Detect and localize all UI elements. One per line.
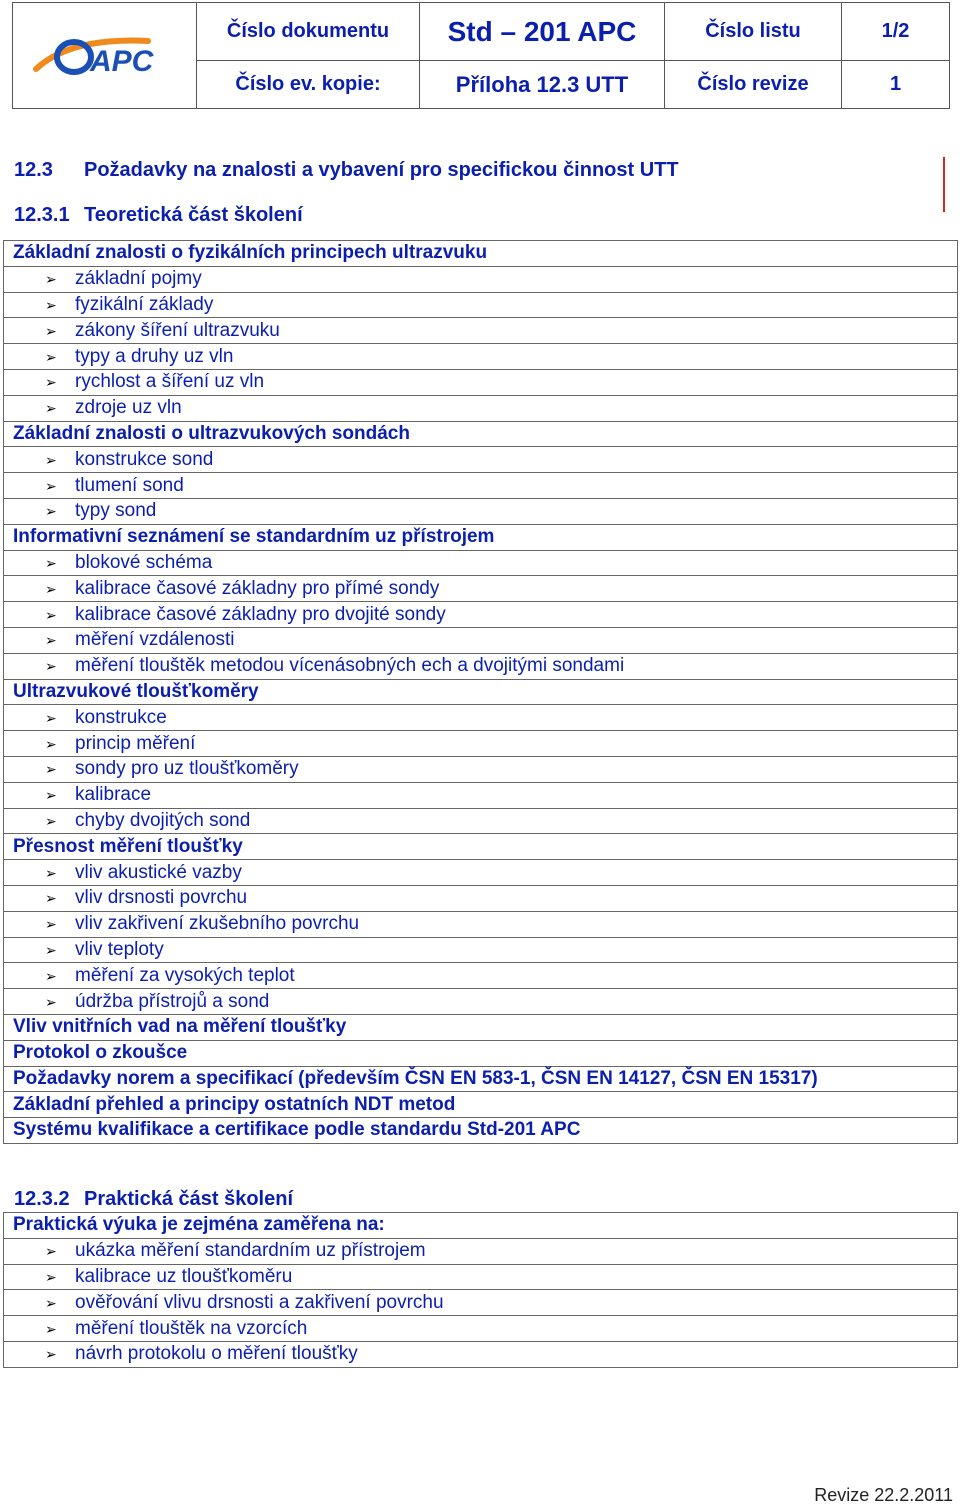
bullet-arrow-icon: ➢ xyxy=(45,890,57,907)
topic-cell xyxy=(4,318,958,344)
topic-cell xyxy=(4,395,958,421)
topic-item-row xyxy=(4,808,958,834)
topic-heading-text: Ultrazvukové tloušťkoměry xyxy=(13,680,259,702)
topic-cell xyxy=(4,782,958,808)
topic-item-text: sondy pro uz tloušťkoměry xyxy=(75,758,299,780)
topic-item-text: chyby dvojitých sond xyxy=(75,809,251,831)
topic-item-text: vliv zakřivení zkušebního povrchu xyxy=(75,913,360,935)
section-title: Požadavky na znalosti a vybavení pro specifickou činnost UTT xyxy=(84,159,679,181)
topic-item-text: konstrukce sond xyxy=(75,448,214,470)
topic-item-text: konstrukce xyxy=(75,706,167,728)
topic-cell xyxy=(4,937,958,963)
topic-item-text: měření vzdálenosti xyxy=(75,629,235,651)
topic-cell xyxy=(4,550,958,576)
topic-heading-row xyxy=(4,1118,958,1144)
topic-item-row xyxy=(4,395,958,421)
revision-marker xyxy=(943,157,945,212)
topic-item-text: princip měření xyxy=(75,732,196,754)
theory-table xyxy=(3,240,958,1144)
topic-cell xyxy=(4,602,958,628)
copy-number-label: Číslo ev. kopie: xyxy=(197,61,420,109)
bullet-arrow-icon: ➢ xyxy=(45,322,57,339)
logo-cell xyxy=(13,3,197,109)
topic-item-row xyxy=(4,1341,958,1367)
topic-item-text: kalibrace xyxy=(75,784,152,806)
bullet-arrow-icon: ➢ xyxy=(45,709,57,726)
bullet-arrow-icon: ➢ xyxy=(45,1320,57,1337)
topic-item-text: základní pojmy xyxy=(75,268,202,290)
topic-item-row xyxy=(4,1238,958,1264)
subsection-number: 12.3.1 xyxy=(14,204,70,226)
topic-item-text: měření za vysokých teplot xyxy=(75,964,295,986)
bullet-arrow-icon: ➢ xyxy=(45,941,57,958)
topic-item-row xyxy=(4,731,958,757)
topic-cell xyxy=(4,1238,958,1264)
topic-cell xyxy=(4,808,958,834)
topic-cell xyxy=(4,1290,958,1316)
topic-item-text: fyzikální základy xyxy=(75,293,214,315)
topic-heading-row xyxy=(4,1213,958,1239)
topic-item-row xyxy=(4,937,958,963)
topic-item-row xyxy=(4,1316,958,1342)
topic-item-text: vliv teploty xyxy=(75,938,164,960)
topic-cell xyxy=(4,834,958,860)
topic-item-row xyxy=(4,705,958,731)
topic-cell xyxy=(4,1066,958,1092)
topic-item-text: vliv drsnosti povrchu xyxy=(75,887,248,909)
topic-item-row xyxy=(4,550,958,576)
topic-item-row xyxy=(4,911,958,937)
bullet-arrow-icon: ➢ xyxy=(45,503,57,520)
topic-item-row xyxy=(4,369,958,395)
topic-heading-row xyxy=(4,421,958,447)
bullet-arrow-icon: ➢ xyxy=(45,348,57,365)
topic-item-row xyxy=(4,576,958,602)
topic-cell xyxy=(4,1014,958,1040)
topic-item-text: údržba přístrojů a sond xyxy=(75,990,270,1012)
topic-item-row xyxy=(4,344,958,370)
bullet-arrow-icon: ➢ xyxy=(45,735,57,752)
bullet-arrow-icon: ➢ xyxy=(45,606,57,623)
doc-number-label: Číslo dokumentu xyxy=(197,3,420,61)
topic-heading-row xyxy=(4,524,958,550)
topic-item-text: vliv akustické vazby xyxy=(75,861,242,883)
topic-heading-text: Základní přehled a principy ostatních NDT metod xyxy=(13,1093,456,1115)
apc-logo xyxy=(30,23,180,83)
bullet-arrow-icon: ➢ xyxy=(45,1268,57,1285)
topic-heading-text: Základní znalosti o ultrazvukových sondách xyxy=(13,422,410,444)
topic-item-row xyxy=(4,1290,958,1316)
topic-item-text: kalibrace časové základny pro dvojité sondy xyxy=(75,603,446,625)
sheet-value: 1/2 xyxy=(842,3,950,61)
bullet-arrow-icon: ➢ xyxy=(45,554,57,571)
topic-cell xyxy=(4,344,958,370)
topic-item-row xyxy=(4,860,958,886)
subsection-theory-heading xyxy=(14,204,303,227)
topic-heading-text: Informativní seznámení se standardním uz přístrojem xyxy=(13,526,495,548)
topic-item-text: ukázka měření standardním uz přístrojem xyxy=(75,1240,426,1262)
topic-item-row xyxy=(4,318,958,344)
topic-cell xyxy=(4,627,958,653)
topic-heading-row xyxy=(4,834,958,860)
topic-heading-row xyxy=(4,1092,958,1118)
bullet-arrow-icon: ➢ xyxy=(45,787,57,804)
topic-item-row xyxy=(4,602,958,628)
topic-cell xyxy=(4,860,958,886)
topic-item-text: měření tlouštěk na vzorcích xyxy=(75,1317,308,1339)
topic-cell xyxy=(4,756,958,782)
topic-cell xyxy=(4,885,958,911)
section-number: 12.3 xyxy=(14,159,53,181)
bullet-arrow-icon: ➢ xyxy=(45,477,57,494)
bullet-arrow-icon: ➢ xyxy=(45,451,57,468)
subsection-title: Teoretická část školení xyxy=(84,204,303,226)
topic-item-text: rychlost a šíření uz vln xyxy=(75,371,265,393)
document-header xyxy=(12,2,950,109)
practice-table xyxy=(3,1212,958,1368)
topic-cell xyxy=(4,473,958,499)
topic-cell xyxy=(4,1341,958,1367)
topic-heading-text: Základní znalosti o fyzikálních principech ultrazvuku xyxy=(13,242,488,264)
bullet-arrow-icon: ➢ xyxy=(45,400,57,417)
topic-cell xyxy=(4,1040,958,1066)
bullet-arrow-icon: ➢ xyxy=(45,632,57,649)
topic-cell xyxy=(4,524,958,550)
topic-item-text: blokové schéma xyxy=(75,551,213,573)
topic-cell xyxy=(4,1264,958,1290)
subsection-number: 12.3.2 xyxy=(14,1188,70,1210)
topic-cell xyxy=(4,653,958,679)
topic-cell xyxy=(4,241,958,267)
logo-text: APC xyxy=(89,45,153,78)
bullet-arrow-icon: ➢ xyxy=(45,1294,57,1311)
topic-item-row xyxy=(4,885,958,911)
topic-cell xyxy=(4,498,958,524)
topic-heading-row xyxy=(4,679,958,705)
revision-value: 1 xyxy=(842,61,950,109)
topic-heading-text: Praktická výuka je zejména zaměřena na: xyxy=(13,1214,385,1236)
topic-heading-text: Systému kvalifikace a certifikace podle standardu Std-201 APC xyxy=(13,1119,581,1141)
topic-heading-row xyxy=(4,1066,958,1092)
topic-cell xyxy=(4,679,958,705)
topic-cell xyxy=(4,292,958,318)
topic-item-text: návrh protokolu o měření tloušťky xyxy=(75,1343,358,1365)
topic-item-text: zákony šíření ultrazvuku xyxy=(75,319,280,341)
topic-cell xyxy=(4,1118,958,1144)
topic-item-row xyxy=(4,266,958,292)
topic-item-text: měření tlouštěk metodou vícenásobných ech a dvojitými sondami xyxy=(75,655,625,677)
topic-item-text: ověřování vlivu drsnosti a zakřivení povrchu xyxy=(75,1291,444,1313)
topic-item-row xyxy=(4,292,958,318)
revision-label: Číslo revize xyxy=(665,61,842,109)
topic-item-row xyxy=(4,782,958,808)
topic-item-text: kalibrace časové základny pro přímé sondy xyxy=(75,577,440,599)
topic-cell xyxy=(4,731,958,757)
topic-cell xyxy=(4,963,958,989)
topic-heading-text: Protokol o zkoušce xyxy=(13,1042,188,1064)
topic-cell xyxy=(4,1092,958,1118)
topic-heading-text: Vliv vnitřních vad na měření tloušťky xyxy=(13,1016,347,1038)
topic-cell xyxy=(4,447,958,473)
topic-item-row xyxy=(4,473,958,499)
topic-cell xyxy=(4,421,958,447)
bullet-arrow-icon: ➢ xyxy=(45,864,57,881)
topic-cell xyxy=(4,989,958,1015)
bullet-arrow-icon: ➢ xyxy=(45,761,57,778)
subsection-practice-heading xyxy=(14,1188,293,1211)
topic-item-row xyxy=(4,756,958,782)
bullet-arrow-icon: ➢ xyxy=(45,812,57,829)
topic-heading-text: Přesnost měření tloušťky xyxy=(13,835,243,857)
topic-item-text: typy a druhy uz vln xyxy=(75,345,234,367)
topic-cell xyxy=(4,266,958,292)
topic-item-row xyxy=(4,627,958,653)
bullet-arrow-icon: ➢ xyxy=(45,993,57,1010)
footer-revision-date: Revize 22.2.2011 xyxy=(814,1485,953,1505)
topic-heading-row xyxy=(4,241,958,267)
bullet-arrow-icon: ➢ xyxy=(45,374,57,391)
topic-cell xyxy=(4,1213,958,1239)
bullet-arrow-icon: ➢ xyxy=(45,1243,57,1260)
topic-heading-row xyxy=(4,1040,958,1066)
topic-cell xyxy=(4,369,958,395)
topic-item-text: zdroje uz vln xyxy=(75,397,182,419)
bullet-arrow-icon: ➢ xyxy=(45,658,57,675)
topic-item-row xyxy=(4,1264,958,1290)
topic-item-row xyxy=(4,498,958,524)
topic-heading-row xyxy=(4,1014,958,1040)
annex-label: Příloha 12.3 UTT xyxy=(420,61,665,109)
topic-item-text: kalibrace uz tloušťkoměru xyxy=(75,1265,293,1287)
bullet-arrow-icon: ➢ xyxy=(45,967,57,984)
subsection-title: Praktická část školení xyxy=(84,1188,294,1210)
bullet-arrow-icon: ➢ xyxy=(45,1346,57,1363)
topic-item-row xyxy=(4,989,958,1015)
topic-item-text: tlumení sond xyxy=(75,474,184,496)
bullet-arrow-icon: ➢ xyxy=(45,271,57,288)
topic-item-text: typy sond xyxy=(75,500,157,522)
bullet-arrow-icon: ➢ xyxy=(45,296,57,313)
sheet-label: Číslo listu xyxy=(665,3,842,61)
std-title: Std – 201 APC xyxy=(420,3,665,61)
bullet-arrow-icon: ➢ xyxy=(45,916,57,933)
topic-cell xyxy=(4,576,958,602)
topic-heading-text: Požadavky norem a specifikací (především ČSN EN 583-1, ČSN EN 14127, ČSN EN 15317) xyxy=(13,1067,818,1089)
topic-cell xyxy=(4,705,958,731)
section-heading xyxy=(14,159,679,182)
topic-item-row xyxy=(4,653,958,679)
topic-item-row xyxy=(4,963,958,989)
topic-cell xyxy=(4,1316,958,1342)
topic-item-row xyxy=(4,447,958,473)
bullet-arrow-icon: ➢ xyxy=(45,580,57,597)
topic-cell xyxy=(4,911,958,937)
